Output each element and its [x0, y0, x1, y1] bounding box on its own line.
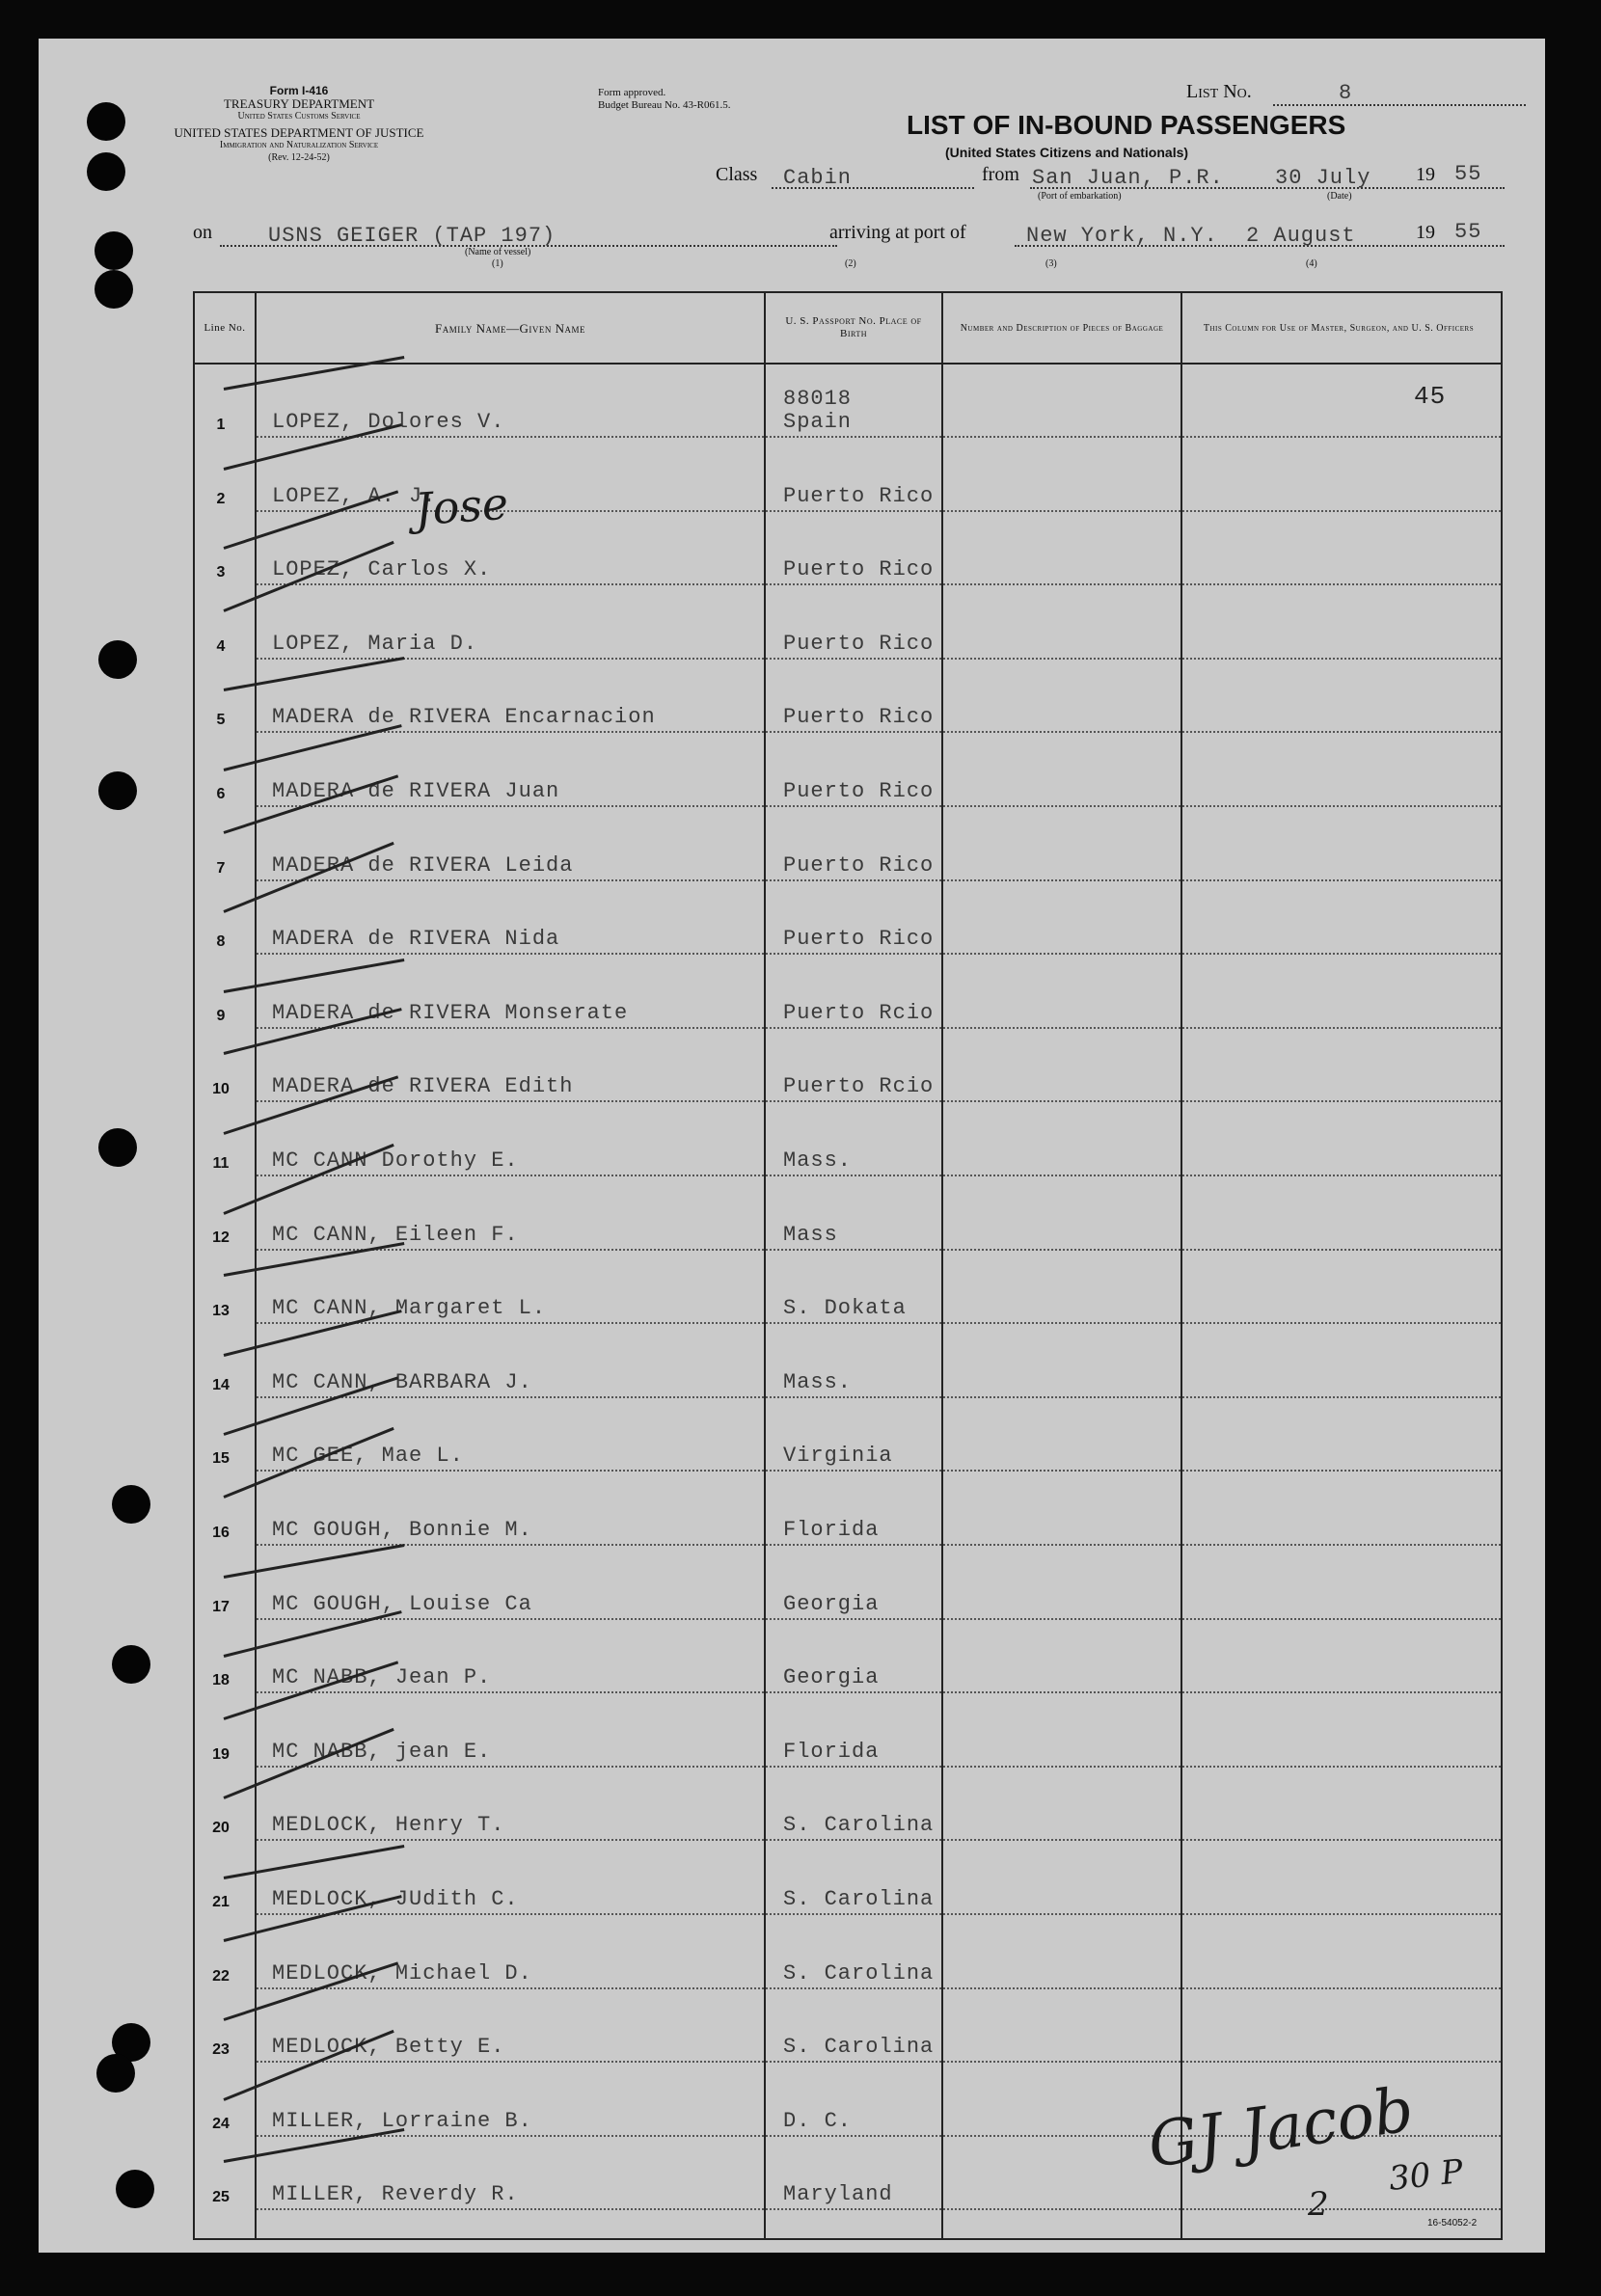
table-row: [195, 1400, 1501, 1473]
passenger-name: MC NABB, jean E.: [272, 1739, 492, 1764]
table-row: [195, 1696, 1501, 1769]
budget-block: [598, 87, 730, 112]
place-of-birth: S. Carolina: [783, 1813, 935, 1838]
line-number: 15: [212, 1450, 230, 1468]
line-number: 8: [216, 933, 226, 951]
place-of-birth: Maryland: [783, 2182, 893, 2207]
passenger-table: [193, 291, 1503, 2240]
place-of-birth: Georgia: [783, 1665, 880, 1690]
year2-value: 55: [1454, 220, 1482, 244]
line-number: 2: [216, 490, 226, 507]
form-number: Form I-416: [269, 84, 329, 97]
header-line-no: Line No.: [204, 321, 246, 334]
line-number: 1: [216, 417, 226, 433]
binder-hole: [96, 2054, 135, 2093]
place-of-birth: S. Carolina: [783, 1887, 935, 1911]
line-number: 23: [212, 2041, 230, 2059]
justice-label: UNITED STATES DEPARTMENT OF JUSTICE: [174, 125, 424, 140]
document-subtitle: (United States Citizens and Nationals): [945, 145, 1189, 160]
line-number: 24: [212, 2115, 230, 2132]
row-dotted-line: [257, 436, 1501, 438]
place-of-birth: D. C.: [783, 2108, 853, 2133]
binder-hole: [112, 1485, 150, 1524]
passenger-name: MADERA de RIVERA Edith: [272, 1074, 574, 1099]
place-of-birth: Spain: [783, 410, 853, 434]
passenger-name: MEDLOCK, Henry T.: [272, 1813, 505, 1838]
customs-label: United States Customs Service: [237, 111, 361, 122]
place-of-birth: Puerto Rico: [783, 557, 935, 582]
budget-number: Budget Bureau No. 43-R061.5.: [598, 99, 731, 111]
passenger-name: MC CANN Dorothy E.: [272, 1148, 519, 1173]
header-officers: This Column for Use of Master, Surgeon, and U. S. Officers: [1203, 322, 1475, 334]
line-number: 6: [216, 786, 226, 802]
class-value: Cabin: [783, 166, 853, 190]
row-dotted-line: [257, 1913, 1501, 1915]
binder-hole: [98, 640, 137, 679]
table-row: [195, 1105, 1501, 1178]
signature-note: 30 P: [1387, 2152, 1465, 2199]
table-row: [195, 588, 1501, 662]
row-dotted-line: [257, 1175, 1501, 1176]
row-dotted-line: [257, 1470, 1501, 1472]
document-page: [39, 39, 1545, 2253]
line-number: 12: [212, 1229, 230, 1246]
footer-code: 16-54052-2: [1427, 2218, 1478, 2228]
arriving-label: arriving at port of: [829, 222, 966, 243]
inspector-signature: GJ Jacob: [1144, 2074, 1419, 2182]
line-number: 22: [212, 1967, 230, 1985]
place-of-birth: Puerto Rico: [783, 705, 935, 730]
line-number: 7: [216, 859, 226, 877]
row-dotted-line: [257, 1839, 1501, 1841]
passenger-name: MC GOUGH, Bonnie M.: [272, 1518, 532, 1542]
place-of-birth: Georgia: [783, 1591, 880, 1616]
place-of-birth: S. Carolina: [783, 1960, 935, 1985]
table-row: [195, 1844, 1501, 1917]
line-number: 18: [212, 1672, 230, 1689]
officer-note: 45: [1414, 382, 1447, 411]
place-of-birth: Mass: [783, 1222, 838, 1247]
place-of-birth: S. Carolina: [783, 2035, 935, 2060]
check-mark-stroke: [224, 959, 405, 993]
binder-hole: [87, 102, 125, 141]
passenger-name: MEDLOCK, Michael D.: [272, 1960, 532, 1985]
row-dotted-line: [257, 805, 1501, 807]
line-number: 16: [212, 1525, 230, 1541]
line-number: 21: [212, 1894, 230, 1910]
caption-3: (3): [1045, 258, 1057, 269]
row-dotted-line: [257, 1618, 1501, 1620]
passenger-name: LOPEZ, Dolores V.: [272, 410, 505, 434]
binder-hole: [95, 231, 133, 270]
line-number: 17: [212, 1598, 230, 1615]
place-of-birth: S. Dokata: [783, 1296, 907, 1321]
passport-number: 88018: [783, 387, 853, 411]
table-row: [195, 810, 1501, 883]
row-dotted-line: [257, 658, 1501, 660]
passenger-name: MADERA de RIVERA Juan: [272, 779, 560, 803]
row-dotted-line: [257, 731, 1501, 733]
vessel-name: USNS GEIGER (TAP 197): [268, 224, 556, 248]
vessel-caption: (Name of vessel): [465, 247, 531, 257]
table-row: [195, 958, 1501, 1031]
table-row: [195, 1549, 1501, 1622]
class-label: Class: [716, 164, 758, 185]
document-title: LIST OF IN-BOUND PASSENGERS: [907, 110, 1346, 140]
row-dotted-line: [257, 583, 1501, 585]
row-dotted-line: [257, 1396, 1501, 1398]
treasury-label: TREASURY DEPARTMENT: [223, 96, 375, 111]
row-dotted-line: [257, 1100, 1501, 1102]
row-dotted-line: [257, 953, 1501, 955]
passenger-name: MILLER, Reverdy R.: [272, 2182, 519, 2207]
row-dotted-line: [257, 2061, 1501, 2063]
line-number: 14: [212, 1376, 230, 1393]
list-no-line: [1273, 104, 1526, 106]
form-agency-block: [145, 85, 453, 164]
header-divider: [195, 363, 1501, 365]
binder-hole: [116, 2170, 154, 2208]
line-number: 20: [212, 1820, 230, 1837]
passenger-name: MEDLOCK, JUdith C.: [272, 1887, 519, 1911]
row-dotted-line: [257, 1987, 1501, 1989]
passenger-name: LOPEZ, Carlos X.: [272, 557, 492, 582]
place-of-birth: Puerto Rcio: [783, 1074, 935, 1099]
list-no-value: 8: [1339, 81, 1353, 105]
place-of-birth: Puerto Rico: [783, 631, 935, 656]
passenger-name: MILLER, Lorraine B.: [272, 2108, 532, 2133]
header-passport: U. S. Passport No. Place of Birth: [785, 315, 922, 339]
binder-hole: [98, 771, 137, 810]
place-of-birth: Puerto Rico: [783, 483, 935, 508]
form-approved: Form approved.: [598, 87, 666, 98]
place-of-birth: Mass.: [783, 1369, 853, 1394]
passenger-name: MADERA de RIVERA Encarnacion: [272, 705, 656, 730]
passenger-name: MADERA de RIVERA Leida: [272, 852, 574, 878]
passenger-name: MC GOUGH, Louise Ca: [272, 1591, 532, 1616]
revision-label: (Rev. 12-24-52): [268, 152, 330, 163]
row-dotted-line: [257, 1322, 1501, 1324]
arrival-date: 2 August: [1246, 224, 1356, 248]
binder-hole: [112, 1645, 150, 1684]
passenger-name: MC GEE, Mae L.: [272, 1444, 464, 1469]
passenger-name: MADERA de RIVERA Nida: [272, 927, 560, 952]
place-of-birth: Puerto Rico: [783, 927, 935, 952]
line-number: 11: [212, 1155, 230, 1172]
from-caption: (Port of embarkation): [1038, 191, 1122, 202]
table-row: [195, 1769, 1501, 1843]
list-no-label: List No.: [1186, 81, 1252, 102]
arrival-port: New York, N.Y.: [1026, 224, 1218, 248]
from-value: San Juan, P.R.: [1032, 166, 1224, 190]
binder-hole: [87, 152, 125, 191]
passenger-name: MC CANN, BARBARA J.: [272, 1369, 532, 1394]
place-of-birth: Florida: [783, 1518, 880, 1542]
on-label: on: [193, 222, 212, 243]
table-row: [195, 1474, 1501, 1548]
table-row: [195, 1918, 1501, 1991]
from-label: from: [982, 164, 1019, 185]
row-dotted-line: [257, 1544, 1501, 1546]
caption-4: (4): [1306, 258, 1317, 269]
passenger-name: MC NABB, Jean P.: [272, 1665, 492, 1690]
passenger-name: MEDLOCK, Betty E.: [272, 2035, 505, 2060]
table-row: [195, 1991, 1501, 2065]
passenger-name: MC CANN, Eileen F.: [272, 1222, 519, 1247]
place-of-birth: Puerto Rico: [783, 779, 935, 803]
binder-hole: [95, 270, 133, 309]
signature-mark: 2: [1308, 2185, 1329, 2224]
table-row: [195, 514, 1501, 587]
caption-1: (1): [492, 258, 503, 269]
line-number: 25: [212, 2189, 230, 2206]
row-dotted-line: [257, 1691, 1501, 1693]
place-of-birth: Puerto Rico: [783, 852, 935, 878]
line-number: 9: [216, 1007, 226, 1024]
table-row: [195, 662, 1501, 735]
table-row: [195, 441, 1501, 514]
place-of-birth: Virginia: [783, 1444, 893, 1469]
place-of-birth: Florida: [783, 1739, 880, 1764]
year-prefix: 19: [1416, 164, 1435, 185]
place-of-birth: Mass.: [783, 1148, 853, 1173]
row-dotted-line: [257, 1027, 1501, 1029]
handwritten-annotation: Jose: [413, 476, 510, 536]
line-number: 10: [212, 1081, 230, 1098]
passenger-name: LOPEZ, A. J.: [272, 483, 437, 508]
line-number: 5: [216, 712, 226, 729]
binder-hole: [98, 1128, 137, 1167]
table-row: [195, 1327, 1501, 1400]
check-mark-stroke: [224, 1544, 405, 1579]
year2-prefix: 19: [1416, 222, 1435, 243]
line-number: 19: [212, 1745, 230, 1763]
passenger-name: MC CANN, Margaret L.: [272, 1296, 547, 1321]
table-row: [195, 883, 1501, 957]
row-dotted-line: [257, 1766, 1501, 1768]
row-dotted-line: [257, 1249, 1501, 1251]
line-number: 4: [216, 637, 226, 655]
row-dotted-line: [257, 879, 1501, 881]
table-row: [195, 1031, 1501, 1104]
table-row: [195, 736, 1501, 809]
year-value: 55: [1454, 162, 1482, 186]
line-number: 3: [216, 564, 226, 581]
place-of-birth: Puerto Rcio: [783, 1000, 935, 1025]
passenger-name: LOPEZ, Maria D.: [272, 631, 478, 656]
table-row: [195, 1179, 1501, 1253]
check-mark-stroke: [224, 1845, 405, 1879]
ins-label: Immigration and Naturalization Service: [219, 140, 379, 150]
date-caption: (Date): [1327, 191, 1352, 202]
header-name: Family Name—Given Name: [435, 320, 585, 336]
departure-date: 30 July: [1275, 166, 1371, 190]
table-row: [195, 1622, 1501, 1695]
header-baggage: Number and Description of Pieces of Baggage: [960, 322, 1164, 334]
line-number: 13: [212, 1303, 230, 1320]
caption-2: (2): [845, 258, 856, 269]
check-mark-stroke: [224, 657, 405, 691]
passenger-name: MADERA de RIVERA Monserate: [272, 1000, 629, 1025]
